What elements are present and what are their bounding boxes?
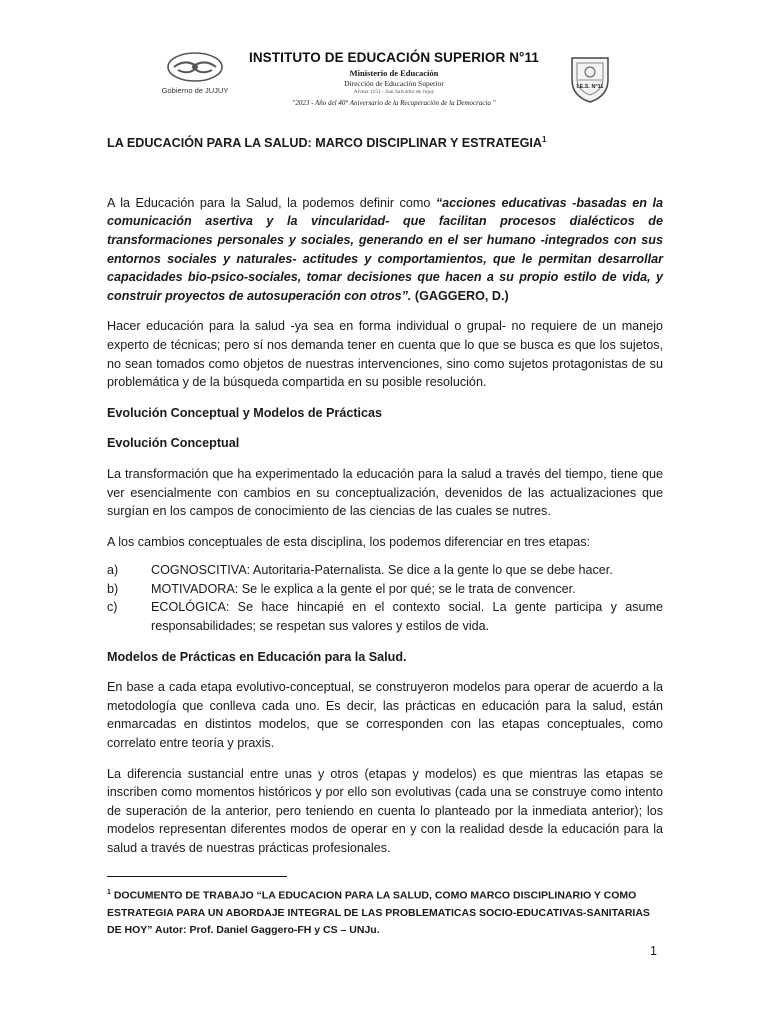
year-motto: "2023 - Año del 40° Aniversario de la Recuperación de la Democracia ": [292, 99, 496, 107]
definition-quote: “acciones educativas -basadas en la comunicación asertiva y la vincularidad- que facilitan procesos dialécticos de transformaciones personales y sociales, generando en el ser humano -integrados con sus entornos sociales y naturales- actitudes y comportamientos, que le permitan desarrollar capacidades bio-psico-sociales, tomar decisiones que hacen a su propio estilo de vida, y construir proyectos de autosuperación con otros”.: [107, 195, 663, 303]
handshake-emblem-icon: [164, 50, 226, 84]
address-line: Alvear 1151 - San Salvador de Jujuy: [353, 89, 435, 95]
gobierno-jujuy-logo: [150, 50, 240, 95]
shield-crest-icon: [568, 52, 612, 104]
list-item: [107, 580, 663, 599]
document-title-text: LA EDUCACIÓN PARA LA SALUD: MARCO DISCIPLINAR Y ESTRATEGIA: [107, 136, 542, 151]
footnote-marker: 1: [107, 889, 111, 896]
footnote: [107, 884, 663, 939]
ies-crest-logo: [568, 52, 612, 109]
list-text: MOTIVADORA: Se le explica a la gente el por qué; se le trata de convencer.: [151, 581, 576, 596]
document-body: [107, 123, 663, 858]
letterhead: [150, 46, 610, 116]
heading-evolucion-modelos: Evolución Conceptual y Modelos de Prácticas: [107, 405, 383, 420]
paragraph-3: La transformación que ha experimentado la educación para la salud a través del tiempo, tiene que ver esencialmente con cambios en su conceptualización, devenidos de las actualizaciones que surgían en los campos de conocimiento de las ciencias de las cuales se nutres.: [107, 466, 663, 519]
heading-evolucion-conceptual: Evolución Conceptual: [107, 436, 240, 451]
page-number: 1: [650, 944, 657, 958]
paragraph-5: En base a cada etapa evolutivo-conceptual, se construyeron modelos para operar de acuerdo a la metodología que conlleva cada uno. Es decir, las prácticas en educación para la salud, están enmarcadas en distintos modelos, que se corresponden con las etapas conceptuales, como correlato entre teoría y praxis.: [107, 680, 663, 751]
paragraph-4: A los cambios conceptuales de esta disciplina, los podemos diferenciar en tres etapas:: [107, 534, 591, 549]
left-logo-caption: Gobierno de JUJUY: [161, 86, 229, 95]
heading-modelos-practicas: Modelos de Prácticas en Educación para la Salud.: [107, 649, 407, 664]
definition-paragraph: [107, 194, 663, 306]
list-text: ECOLÓGICA: Se hace hincapié en el contexto social. La gente participa y asume responsabilidades; se respetan sus valores y estilos de vida.: [151, 600, 663, 634]
list-item: [107, 561, 663, 580]
list-marker: c): [107, 600, 118, 615]
crest-label: I.E.S. N°11: [576, 84, 604, 90]
footnote-separator: [107, 876, 287, 877]
institute-title: INSTITUTO DE EDUCACIÓN SUPERIOR N°11: [248, 50, 540, 65]
list-marker: b): [107, 581, 119, 596]
letterhead-text: [232, 50, 556, 107]
list-item: [107, 598, 663, 635]
definition-lead: A la Educación para la Salud, la podemos definir como: [107, 195, 436, 210]
document-title: [107, 131, 663, 153]
direction-line: Dirección de Educación Superior: [344, 79, 444, 88]
list-marker: a): [107, 563, 119, 578]
definition-citation: (GAGGERO, D.): [411, 288, 509, 303]
ministry-line: Ministerio de Educación: [349, 68, 439, 78]
stages-list: [107, 561, 663, 635]
paragraph-6: La diferencia sustancial entre unas y otros (etapas y modelos) es que mientras las etapas se inscriben como momentos históricos y por ello son evolutivas (cada una se construye como intento de superación de la anterior, pero teniendo en cuenta lo planteado por la inmediata anterior); los modelos representan diferentes modos de operar en y con la realidad desde la educación para la salud a través de nuestras prácticas profesionales.: [107, 766, 663, 855]
list-text: COGNOSCITIVA: Autoritaria-Paternalista. Se dice a la gente lo que se debe hacer.: [151, 563, 613, 578]
title-footnote-marker: 1: [541, 135, 547, 144]
paragraph-2: Hacer educación para la salud -ya sea en forma individual o grupal- no requiere de un manejo experto de técnicas; pero sí nos demanda tener en cuenta que lo que se busca es que los sujetos, no sean tomados como objetos de nuestras intervenciones, sino como sujetos protagonistas de su problemática y de la búsqueda compartida en su posible resolución.: [107, 319, 663, 390]
footnote-text: DOCUMENTO DE TRABAJO “LA EDUCACION PARA LA SALUD, COMO MARCO DISCIPLINARIO Y COMO ESTRATEGIA PARA UN ABORDAJE INTEGRAL DE LAS PROBLEMATICAS SOCIO-EDUCATIVAS-SANITARIAS DE HOY” Autor: Prof. Daniel Gaggero-FH y CS – UNJu.: [107, 889, 650, 936]
